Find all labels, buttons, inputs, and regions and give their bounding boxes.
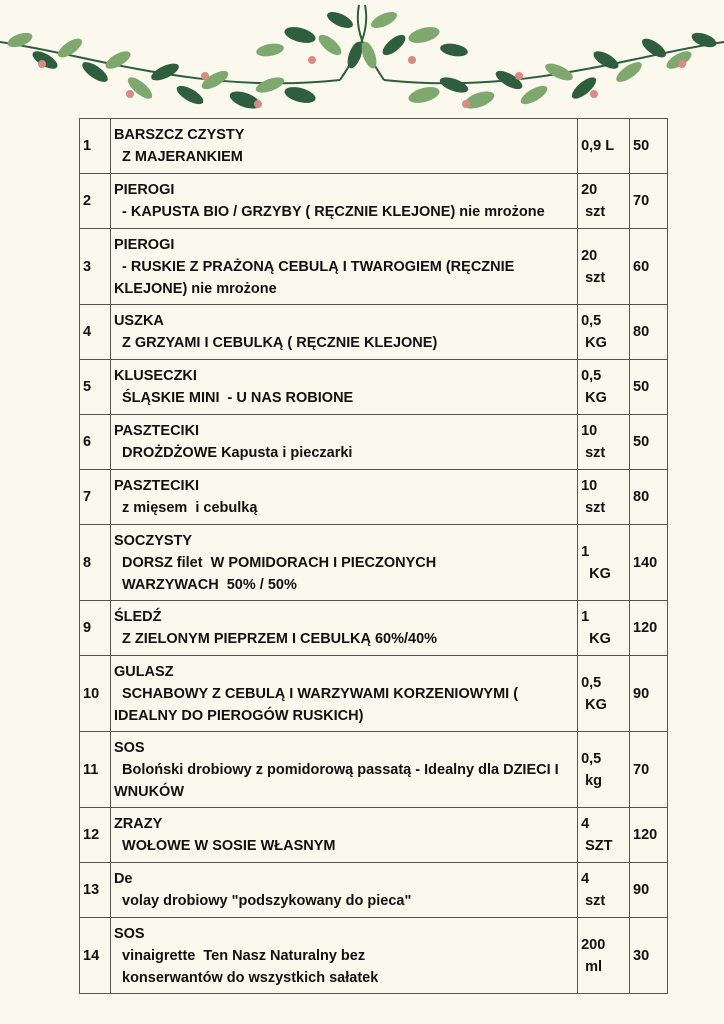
item-quantity-unit: szt	[581, 269, 606, 286]
item-name: SOS	[113, 925, 145, 942]
item-quantity-value: 0,5	[581, 313, 602, 329]
item-quantity	[578, 732, 630, 808]
item-detail: SCHABOWY Z CEBULĄ I WARZYWAMI KORZENIOWYMI ( IDEALNY DO PIEROGÓW RUSKICH)	[113, 685, 523, 724]
item-quantity-value: 0,9 L	[581, 138, 615, 154]
item-price: 50	[630, 360, 668, 415]
table-row	[80, 808, 668, 863]
item-description	[110, 229, 577, 305]
item-name: PIEROGI	[113, 182, 175, 198]
item-description	[110, 119, 577, 174]
table-row	[80, 174, 668, 229]
item-number: 12	[80, 808, 111, 863]
item-name: ŚLEDŹ	[113, 609, 162, 625]
item-number: 3	[80, 229, 111, 305]
item-name: SOS	[113, 739, 145, 756]
item-quantity-value: 20	[581, 182, 598, 198]
item-quantity-value: 4	[581, 871, 590, 887]
item-number: 14	[80, 918, 111, 994]
item-number: 10	[80, 656, 111, 732]
item-quantity	[578, 601, 630, 656]
item-quantity	[578, 360, 630, 415]
item-detail: volay drobiowy "podszykowany do pieca"	[113, 893, 412, 909]
item-name: PIEROGI	[113, 236, 175, 253]
table-row	[80, 863, 668, 918]
table-row	[80, 732, 668, 808]
item-detail: Z MAJERANKIEM	[113, 149, 243, 165]
item-quantity	[578, 470, 630, 525]
item-description	[110, 808, 577, 863]
table-row	[80, 656, 668, 732]
item-detail: ŚLĄSKIE MINI - U NAS ROBIONE	[113, 390, 354, 406]
item-price: 50	[630, 119, 668, 174]
item-quantity-unit: KG	[581, 696, 607, 713]
item-quantity-value: 200	[581, 936, 606, 953]
table-row	[80, 525, 668, 601]
item-detail: DROŻDŻOWE Kapusta i pieczarki	[113, 445, 353, 461]
item-description	[110, 174, 577, 229]
item-description	[110, 470, 577, 525]
table-row	[80, 119, 668, 174]
item-price: 70	[630, 174, 668, 229]
item-detail: - KAPUSTA BIO / GRZYBY ( RĘCZNIE KLEJONE) nie mrożone	[113, 204, 545, 220]
item-detail: - RUSKIE Z PRAŻONĄ CEBULĄ I TWAROGIEM (RĘCZNIE KLEJONE) nie mrożone	[113, 258, 519, 297]
table-row	[80, 305, 668, 360]
item-quantity-value: 0,5	[581, 674, 602, 691]
item-detail: Z ZIELONYM PIEPRZEM I CEBULKĄ 60%/40%	[113, 631, 438, 647]
item-quantity-value: 1	[581, 609, 590, 625]
menu-table	[79, 118, 668, 994]
holiday-garland	[0, 0, 724, 120]
item-quantity-unit: ml	[581, 958, 603, 975]
item-quantity-unit: szt	[581, 204, 606, 220]
garland-left-branch	[0, 5, 366, 112]
item-number: 5	[80, 360, 111, 415]
item-description	[110, 415, 577, 470]
item-quantity-unit: szt	[581, 893, 606, 909]
item-detail: DORSZ filet W POMIDORACH I PIECZONYCH WARZYWACH 50% / 50%	[122, 554, 437, 593]
item-description	[110, 305, 577, 360]
item-name: GULASZ	[113, 663, 174, 680]
item-price: 80	[630, 305, 668, 360]
item-price: 70	[630, 732, 668, 808]
item-quantity-value: 0,5	[581, 368, 602, 384]
item-number: 2	[80, 174, 111, 229]
item-quantity-unit: KG	[581, 335, 607, 351]
table-row	[80, 918, 668, 994]
item-name: PASZTECIKI	[113, 423, 200, 439]
item-quantity	[578, 174, 630, 229]
item-quantity	[578, 918, 630, 994]
item-quantity-value: 10	[581, 478, 598, 494]
item-name: BARSZCZ CZYSTY	[113, 127, 245, 143]
item-number: 11	[80, 732, 111, 808]
item-description	[110, 525, 577, 601]
item-number: 6	[80, 415, 111, 470]
table-row	[80, 601, 668, 656]
item-quantity-unit: KG	[581, 390, 607, 406]
item-number: 4	[80, 305, 111, 360]
item-quantity-value: 1	[581, 543, 590, 560]
item-quantity-unit: kg	[581, 772, 603, 789]
item-name: USZKA	[113, 313, 164, 329]
item-price: 60	[630, 229, 668, 305]
item-name: PASZTECIKI	[113, 478, 200, 494]
item-quantity-value: 20	[581, 247, 598, 264]
item-quantity-unit: KG	[581, 631, 611, 647]
item-quantity-value: 0,5	[581, 750, 602, 767]
item-description	[110, 918, 577, 994]
item-description	[110, 656, 577, 732]
item-detail: vinaigrette Ten Nasz Naturalny bez konserwantów do wszystkich sałatek	[122, 947, 379, 986]
table-row	[80, 360, 668, 415]
item-detail: Boloński drobiowy z pomidorową passatą - Idealny dla DZIECI I WNUKÓW	[113, 761, 563, 800]
item-quantity-unit: szt	[581, 445, 606, 461]
item-quantity-unit: SZT	[581, 838, 613, 854]
table-row	[80, 470, 668, 525]
item-quantity	[578, 305, 630, 360]
item-price: 30	[630, 918, 668, 994]
item-name: SOCZYSTY	[113, 532, 193, 549]
item-detail: Z GRZYAMI I CEBULKĄ ( RĘCZNIE KLEJONE)	[113, 335, 438, 351]
item-quantity-unit: KG	[581, 565, 611, 582]
menu-table-body	[80, 119, 668, 994]
item-description	[110, 863, 577, 918]
item-quantity	[578, 525, 630, 601]
item-name: De	[113, 871, 133, 887]
item-number: 13	[80, 863, 111, 918]
item-number: 8	[80, 525, 111, 601]
item-description	[110, 360, 577, 415]
garland-right-branch	[358, 5, 724, 112]
item-quantity	[578, 415, 630, 470]
item-price: 140	[630, 525, 668, 601]
item-quantity-value: 4	[581, 816, 590, 832]
item-price: 120	[630, 808, 668, 863]
item-detail: WOŁOWE W SOSIE WŁASNYM	[113, 838, 336, 854]
item-name: ZRAZY	[113, 816, 163, 832]
item-number: 9	[80, 601, 111, 656]
item-price: 50	[630, 415, 668, 470]
item-quantity	[578, 229, 630, 305]
item-quantity	[578, 808, 630, 863]
item-number: 1	[80, 119, 111, 174]
item-quantity	[578, 119, 630, 174]
item-name: KLUSECZKI	[113, 368, 197, 384]
item-quantity-value: 10	[581, 423, 598, 439]
item-description	[110, 732, 577, 808]
item-price: 80	[630, 470, 668, 525]
item-price: 90	[630, 863, 668, 918]
item-quantity	[578, 656, 630, 732]
table-row	[80, 415, 668, 470]
item-description	[110, 601, 577, 656]
item-price: 90	[630, 656, 668, 732]
item-price: 120	[630, 601, 668, 656]
item-detail: z mięsem i cebulką	[113, 500, 258, 516]
item-quantity	[578, 863, 630, 918]
item-number: 7	[80, 470, 111, 525]
table-row	[80, 229, 668, 305]
item-quantity-unit: szt	[581, 500, 606, 516]
